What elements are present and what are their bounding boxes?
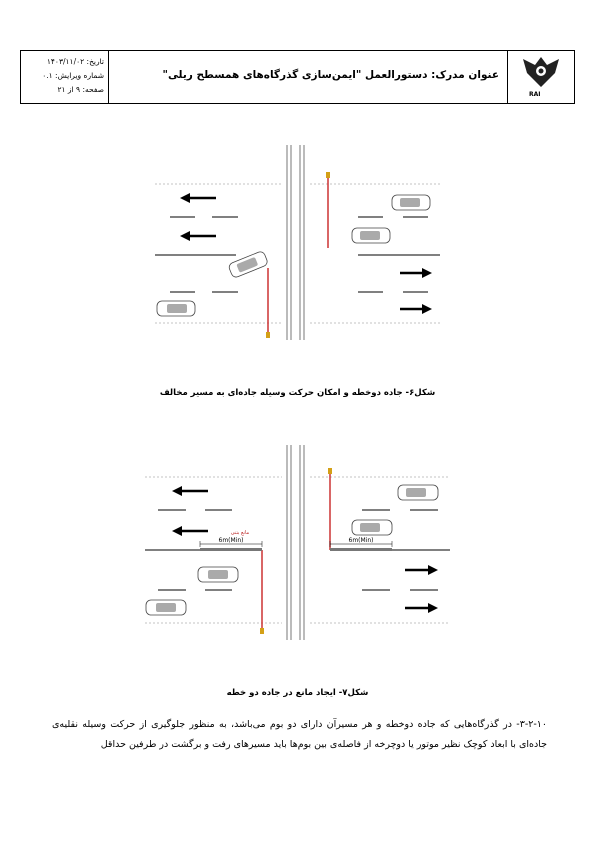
- page-number: صفحه: ۹ از ۲۱: [57, 85, 104, 94]
- barrier-arm: [328, 468, 332, 550]
- right-arrow-icon: [400, 268, 432, 278]
- concrete-barrier: [200, 548, 392, 551]
- document-title: عنوان مدرک: دستورالعمل "ایمن‌سازی گذرگاه‌های همسطح ریلی": [162, 69, 499, 81]
- barrier-arm: [266, 268, 270, 338]
- left-arrow-icon: [172, 486, 208, 496]
- date-text: تاریخ: ۱۴۰۳/۱۱/۰۲: [46, 57, 104, 66]
- document-meta: [21, 51, 109, 103]
- car-icon: [398, 485, 438, 500]
- left-arrow-icon: [172, 526, 208, 536]
- revision-text: شماره ویرایش: ۰.۱: [42, 71, 104, 80]
- railway-track: [287, 145, 304, 340]
- figure-7-diagram: [0, 440, 595, 640]
- dimension-label-right: 6m(Min): [348, 537, 374, 544]
- logo-cell: [507, 51, 575, 103]
- left-arrow-icon: [180, 193, 216, 203]
- car-icon: [146, 600, 186, 615]
- railway-track: [287, 445, 304, 640]
- barrier-arm: [260, 550, 264, 634]
- dimension-label-left: 6m(Min): [218, 537, 244, 544]
- document-header: [20, 50, 575, 104]
- car-icon: [198, 567, 238, 582]
- figure-6-diagram: [0, 140, 595, 340]
- car-icon: [352, 520, 392, 535]
- logo-text: RAI: [529, 91, 541, 98]
- left-arrow-icon: [180, 231, 216, 241]
- car-icon: [392, 195, 430, 210]
- right-arrow-icon: [405, 565, 438, 575]
- figure-7-caption: شکل۷- ایجاد مانع در جاده دو خطه: [226, 688, 369, 698]
- barrier-arm: [326, 172, 330, 248]
- title-cell: [109, 51, 508, 103]
- right-arrow-icon: [400, 304, 432, 314]
- right-arrow-icon: [405, 603, 438, 613]
- car-icon: [352, 228, 390, 243]
- figure-6-caption: شکل۶- جاده دوخطه و امکان حرکت وسیله جاده‌ای به مسیر مخالف: [159, 388, 436, 398]
- car-icon: [157, 301, 195, 316]
- body-paragraph: ۳-۲-۱۰- در گذرگاه‌هایی که جاده دوخطه و هر مسیرآن دارای دو بوم می‌باشد، به منظور جلوگیری از حرکت وسیله نقلیه‌ی جاده‌ای با ابعاد کوچک نظیر موتور یا دوچرخه از فاصله‌ی بین بوم‌ها باید مسیرهای رفت و برگشت در طرفین حداقل: [52, 719, 547, 750]
- barrier-label: مانع بتنی: [230, 530, 250, 536]
- rai-logo-icon: [507, 51, 575, 103]
